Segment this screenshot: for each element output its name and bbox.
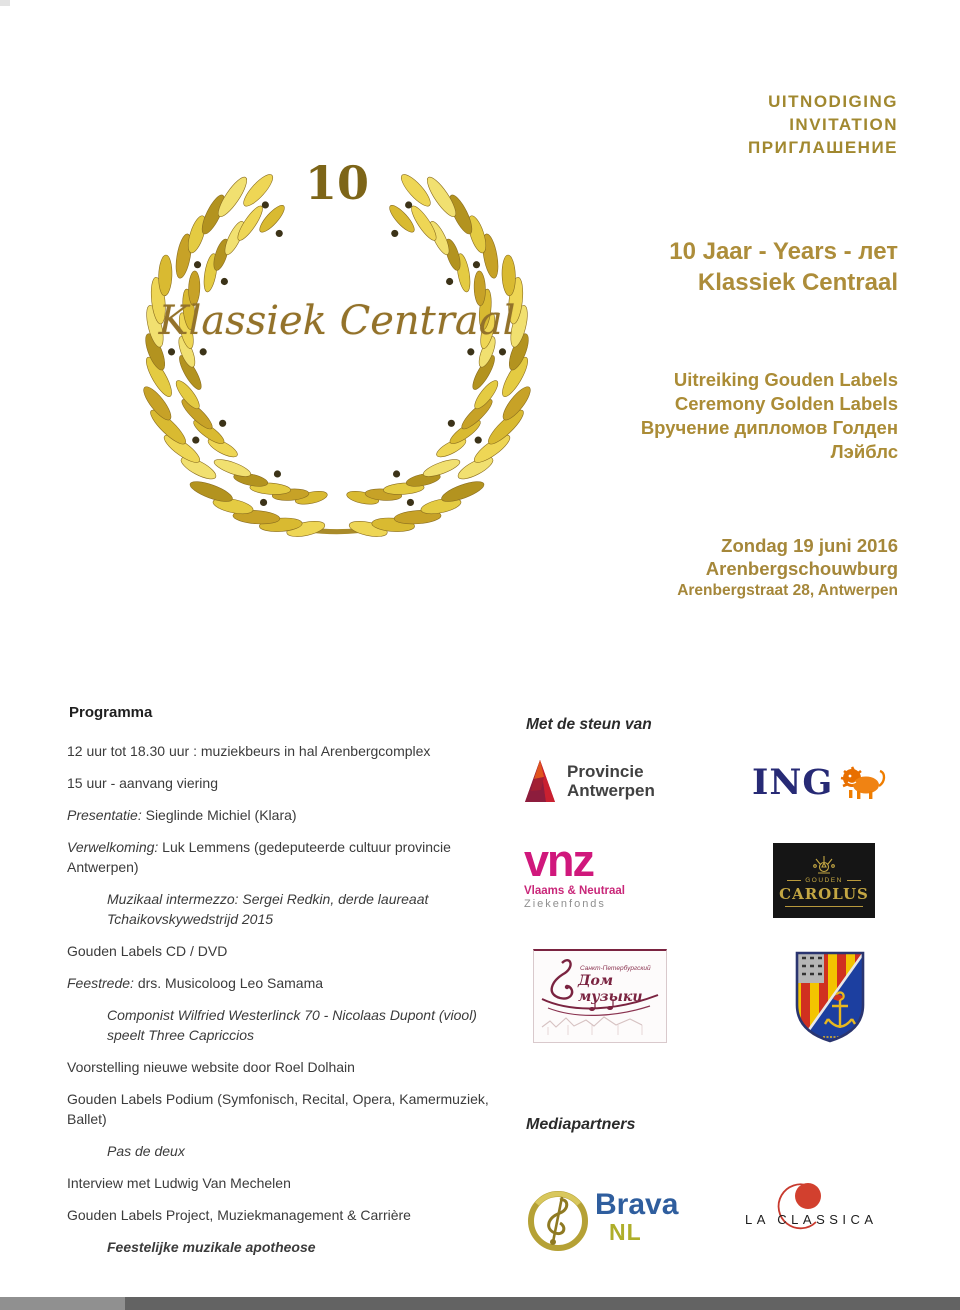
logo-vnz bbox=[524, 835, 636, 910]
program-title: Programma bbox=[69, 704, 153, 721]
provincie-triangle-icon bbox=[523, 758, 557, 804]
anniversary-line2: Klassiek Centraal bbox=[697, 269, 898, 296]
provincie-line2: Antwerpen bbox=[567, 781, 655, 800]
brava-clef-circle-icon bbox=[527, 1190, 589, 1252]
horizontal-scrollbar[interactable] bbox=[0, 1297, 960, 1310]
ceremony-line-ru1: Вручение дипломов Голден bbox=[640, 417, 898, 438]
event-venue: Arenbergschouwburg bbox=[705, 558, 898, 579]
logo-ing bbox=[752, 762, 887, 803]
logo-brava-nl bbox=[527, 1186, 687, 1256]
brava-nl-label: NL bbox=[609, 1219, 642, 1245]
invitation-line-nl: UITNODIGING bbox=[768, 92, 898, 111]
ceremony-line-en: Ceremony Golden Labels bbox=[674, 393, 898, 414]
laurel-wreath-icon bbox=[112, 168, 562, 548]
anniversary-heading bbox=[669, 236, 898, 298]
carolus-emblem-icon bbox=[807, 854, 841, 876]
ceremony-heading bbox=[641, 368, 898, 464]
logo-la-classica bbox=[742, 1180, 902, 1250]
page-corner-artifact bbox=[0, 0, 10, 6]
program-item: Interview met Ludwig Van Mechelen bbox=[67, 1175, 291, 1191]
logo-provincie-antwerpen bbox=[523, 758, 655, 804]
program-item: Gouden Labels Project, Muziekmanagement & Carrière bbox=[67, 1207, 411, 1223]
program-item: Voorstelling nieuwe website door Roel Dolhain bbox=[67, 1059, 355, 1075]
laurel-wreath bbox=[112, 168, 562, 548]
program-item: Componist Wilfried Westerlinck 70 - Nicolaas Dupont (viool) speelt Three Capriccios bbox=[107, 1007, 477, 1043]
dom-muzyki-wordmark: Дом музыки bbox=[578, 973, 643, 1005]
event-details bbox=[677, 534, 898, 601]
invitation-line-en: INVITATION bbox=[789, 115, 898, 134]
program-section bbox=[67, 704, 515, 1269]
invitation-heading bbox=[748, 90, 898, 159]
classica-circle-icon bbox=[762, 1180, 834, 1240]
logo-dom-muzyki bbox=[533, 949, 667, 1043]
program-item: Gouden Labels CD / DVD bbox=[67, 943, 228, 959]
scrollbar-thumb[interactable] bbox=[0, 1297, 125, 1310]
logo-naval-crest bbox=[793, 947, 867, 1045]
ceremony-line-nl: Uitreiking Gouden Labels bbox=[673, 369, 898, 390]
program-item: 12 uur tot 18.30 uur : muziekbeurs in hal Arenbergcomplex bbox=[67, 743, 431, 759]
ceremony-line-ru2: Лэйблс bbox=[830, 441, 898, 462]
vnz-subtitle1: Vlaams & Neutraal bbox=[524, 885, 625, 897]
program-item: Presentatie: Sieglinde Michiel (Klara) bbox=[67, 807, 297, 823]
wreath-script-title: Klassiek Centraal bbox=[158, 298, 516, 344]
program-item: Pas de deux bbox=[107, 1143, 185, 1159]
event-date: Zondag 19 juni 2016 bbox=[721, 535, 898, 556]
logo-gouden-carolus bbox=[773, 843, 875, 918]
vnz-wordmark: vnz bbox=[524, 835, 594, 886]
carolus-small-label: GOUDEN bbox=[805, 877, 843, 884]
ing-lion-icon bbox=[839, 764, 887, 800]
program-item: Muzikaal intermezzo: Sergei Redkin, derde laureaat Tchaikovskywedstrijd 2015 bbox=[107, 891, 429, 927]
carolus-wordmark: CAROLUS bbox=[779, 885, 869, 903]
carolus-top-row bbox=[787, 877, 861, 884]
program-item: Verwelkoming: Luk Lemmens (gedeputeerde cultuur provincie Antwerpen) bbox=[67, 839, 451, 875]
classica-wordmark: LA CLASSICA bbox=[745, 1212, 878, 1227]
provincie-line1: Provincie bbox=[567, 762, 644, 781]
sponsors-heading: Met de steun van bbox=[526, 716, 652, 733]
mediapartners-heading: Mediapartners bbox=[526, 1116, 636, 1133]
anniversary-line1: 10 Jaar - Years - лет bbox=[669, 238, 898, 265]
program-item: Feestelijke muzikale apotheose bbox=[107, 1239, 316, 1255]
wreath-number: 10 bbox=[304, 156, 369, 210]
ing-wordmark: ING bbox=[752, 762, 834, 803]
program-item: Feestrede: drs. Musicoloog Leo Samama bbox=[67, 975, 324, 991]
event-address: Arenbergstraat 28, Antwerpen bbox=[677, 582, 898, 599]
crest-shield-icon bbox=[793, 947, 867, 1045]
dom-muzyki-small-label: Санкт-Петербургский bbox=[580, 965, 651, 972]
brava-wordmark: Brava bbox=[595, 1188, 679, 1221]
vnz-subtitle2: Ziekenfonds bbox=[524, 898, 606, 910]
program-item: 15 uur - aanvang viering bbox=[67, 775, 218, 791]
program-item: Gouden Labels Podium (Symfonisch, Recital, Opera, Kamermuziek, Ballet) bbox=[67, 1091, 489, 1127]
invitation-line-ru: ПРИГЛАШЕНИЕ bbox=[748, 138, 898, 157]
